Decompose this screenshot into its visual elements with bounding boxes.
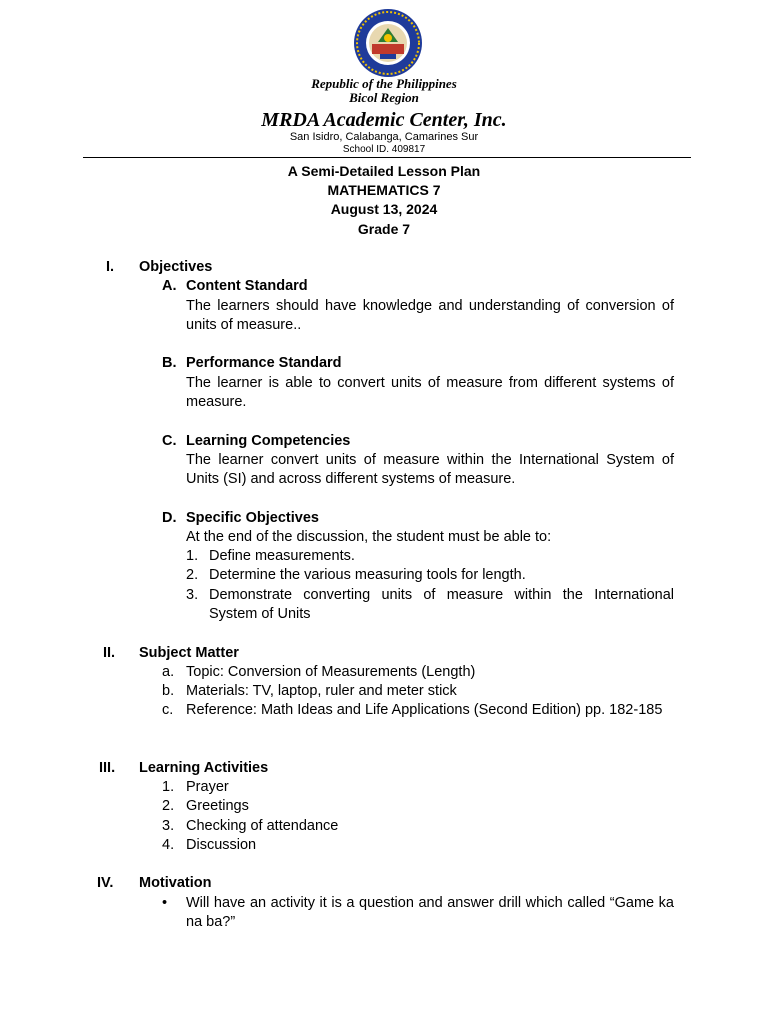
subsection-letter-c: C. bbox=[162, 433, 177, 449]
list-item: Reference: Math Ideas and Life Applications (Second Edition) pp. 182-185 bbox=[186, 702, 663, 718]
section-number-2: II. bbox=[103, 645, 116, 661]
motivation-text: Will have an activity it is a question and answer drill which called “Game ka na ba?” bbox=[186, 895, 674, 930]
header-region: Bicol Region bbox=[349, 90, 419, 105]
performance-standard-text: The learner is able to convert units of measure from different systems of measure. bbox=[186, 375, 674, 410]
list-item-number: 3. bbox=[186, 587, 199, 603]
content-standard-heading: Content Standard bbox=[186, 278, 308, 294]
section-heading-objectives: Objectives bbox=[139, 259, 213, 275]
list-item: Prayer bbox=[186, 779, 229, 795]
section-heading-subject-matter: Subject Matter bbox=[139, 645, 239, 661]
list-item: Topic: Conversion of Measurements (Length) bbox=[186, 664, 476, 680]
content-standard-text: The learners should have knowledge and understanding of conversion of units of measure.. bbox=[186, 298, 674, 333]
subsection-letter-a: A. bbox=[162, 278, 177, 294]
school-id: School ID. 409817 bbox=[342, 144, 426, 155]
list-item: Materials: TV, laptop, ruler and meter stick bbox=[186, 683, 457, 699]
header-divider bbox=[83, 157, 691, 158]
section-heading-learning-activities: Learning Activities bbox=[139, 760, 269, 776]
list-item-number: 2. bbox=[162, 798, 175, 814]
list-item-number: 2. bbox=[186, 567, 199, 583]
bullet-icon: • bbox=[162, 895, 168, 911]
subsection-letter-b: B. bbox=[162, 355, 177, 371]
subject-title: MATHEMATICS 7 bbox=[327, 182, 441, 198]
section-number-4: IV. bbox=[97, 875, 114, 891]
document-title: A Semi-Detailed Lesson Plan bbox=[287, 163, 481, 179]
section-number-3: III. bbox=[99, 760, 116, 776]
list-item: Demonstrate converting units of measure within the International System of Units bbox=[209, 587, 674, 622]
list-item: Discussion bbox=[186, 837, 257, 853]
section-number-1: I. bbox=[106, 259, 115, 275]
school-name: MRDA Academic Center, Inc. bbox=[261, 109, 507, 131]
list-item-letter: b. bbox=[162, 683, 175, 699]
list-item: Greetings bbox=[186, 798, 249, 814]
learning-competencies-text: The learner convert units of measure within the International System of Units (SI) and across different systems of measure. bbox=[186, 452, 674, 487]
header-republic: Republic of the Philippines bbox=[311, 76, 457, 91]
grade-level: Grade 7 bbox=[357, 221, 411, 237]
performance-standard-heading: Performance Standard bbox=[186, 355, 342, 371]
list-item: Checking of attendance bbox=[186, 818, 339, 834]
list-item-number: 4. bbox=[162, 837, 175, 853]
lesson-date: August 13, 2024 bbox=[330, 201, 438, 217]
list-item-number: 1. bbox=[162, 779, 175, 795]
specific-objectives-heading: Specific Objectives bbox=[186, 510, 319, 526]
school-seal-logo bbox=[346, 8, 430, 78]
list-item: Define measurements. bbox=[209, 548, 355, 564]
section-heading-motivation: Motivation bbox=[139, 875, 212, 891]
subsection-letter-d: D. bbox=[162, 510, 177, 526]
list-item: Determine the various measuring tools for length. bbox=[209, 567, 526, 583]
list-item-number: 1. bbox=[186, 548, 199, 564]
list-item-letter: c. bbox=[162, 702, 174, 718]
list-item-letter: a. bbox=[162, 664, 175, 680]
learning-competencies-heading: Learning Competencies bbox=[186, 433, 351, 449]
list-item-number: 3. bbox=[162, 818, 175, 834]
school-address: San Isidro, Calabanga, Camarines Sur bbox=[289, 131, 479, 143]
specific-objectives-intro: At the end of the discussion, the student must be able to: bbox=[186, 529, 552, 545]
